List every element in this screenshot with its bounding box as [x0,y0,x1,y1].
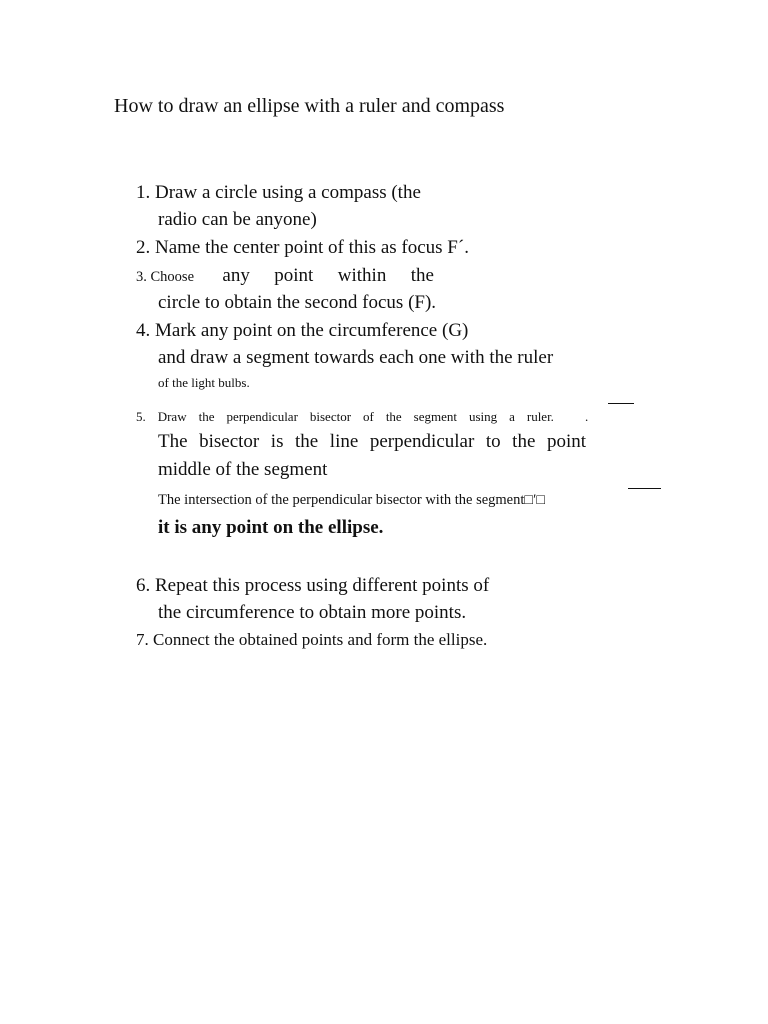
step-4-line-1: 4. Mark any point on the circumference (G) [136,320,469,341]
step-5-word: using [468,409,498,424]
step-2-line: 2. Name the center point of this as focus F´. [136,237,469,258]
step-5-word: 5. [136,409,146,424]
horizontal-rule-2 [628,488,661,489]
step-5-word: the [385,409,402,424]
step-3-number: 3. Choose [136,269,194,285]
step-5-line-3: middle of the segment [158,459,328,480]
step-5-word: perpendicular [369,431,475,452]
step-5-word: Draw [157,409,187,424]
step-5-word: to [485,431,501,452]
step-5-dot: . [585,409,589,424]
step-5-line-4: The intersection of the perpendicular bisector with the segment□′□ [158,492,546,508]
step-3-word-within: within [337,265,387,286]
step-6-line-2: the circumference to obtain more points. [158,602,467,623]
step-5-word: segment [413,409,457,424]
step-5-word: a [509,409,515,424]
step-5-word: line [329,431,359,452]
step-1-line-1: 1. Draw a circle using a compass (the [136,182,421,203]
step-3-word-the: the [410,265,434,286]
step-5-line-2 [158,432,586,451]
step-5-word: the [512,431,536,452]
step-5-word: perpendicular [226,409,298,424]
step-6-line-1: 6. Repeat this process using different points of [136,575,490,596]
step-4-line-2: and draw a segment towards each one with the ruler [158,347,554,368]
step-5-word: bisector [309,409,352,424]
step-5-word: The [158,431,188,452]
step-5-line-5: it is any point on the ellipse. [158,517,384,538]
step-3-word-any: any [222,265,250,286]
step-5-word: of [363,409,374,424]
step-7-line: 7. Connect the obtained points and form the ellipse. [136,630,488,649]
step-3-line-1 [136,266,434,285]
step-5-word: bisector [199,431,260,452]
step-1-line-2: radio can be anyone) [158,209,317,230]
step-5-word: is [270,431,284,452]
page-title: How to draw an ellipse with a ruler and compass [114,95,505,117]
step-3-line-2: circle to obtain the second focus (F). [158,292,437,313]
step-5-word: the [198,409,215,424]
step-3-word-point: point [274,265,314,286]
step-5-word: the [295,431,319,452]
horizontal-rule-1 [608,403,634,404]
step-4-line-3: of the light bulbs. [158,375,250,390]
step-5-word: ruler. [526,409,554,424]
step-5-line-1 [136,410,554,423]
step-5-word: point [546,431,586,452]
